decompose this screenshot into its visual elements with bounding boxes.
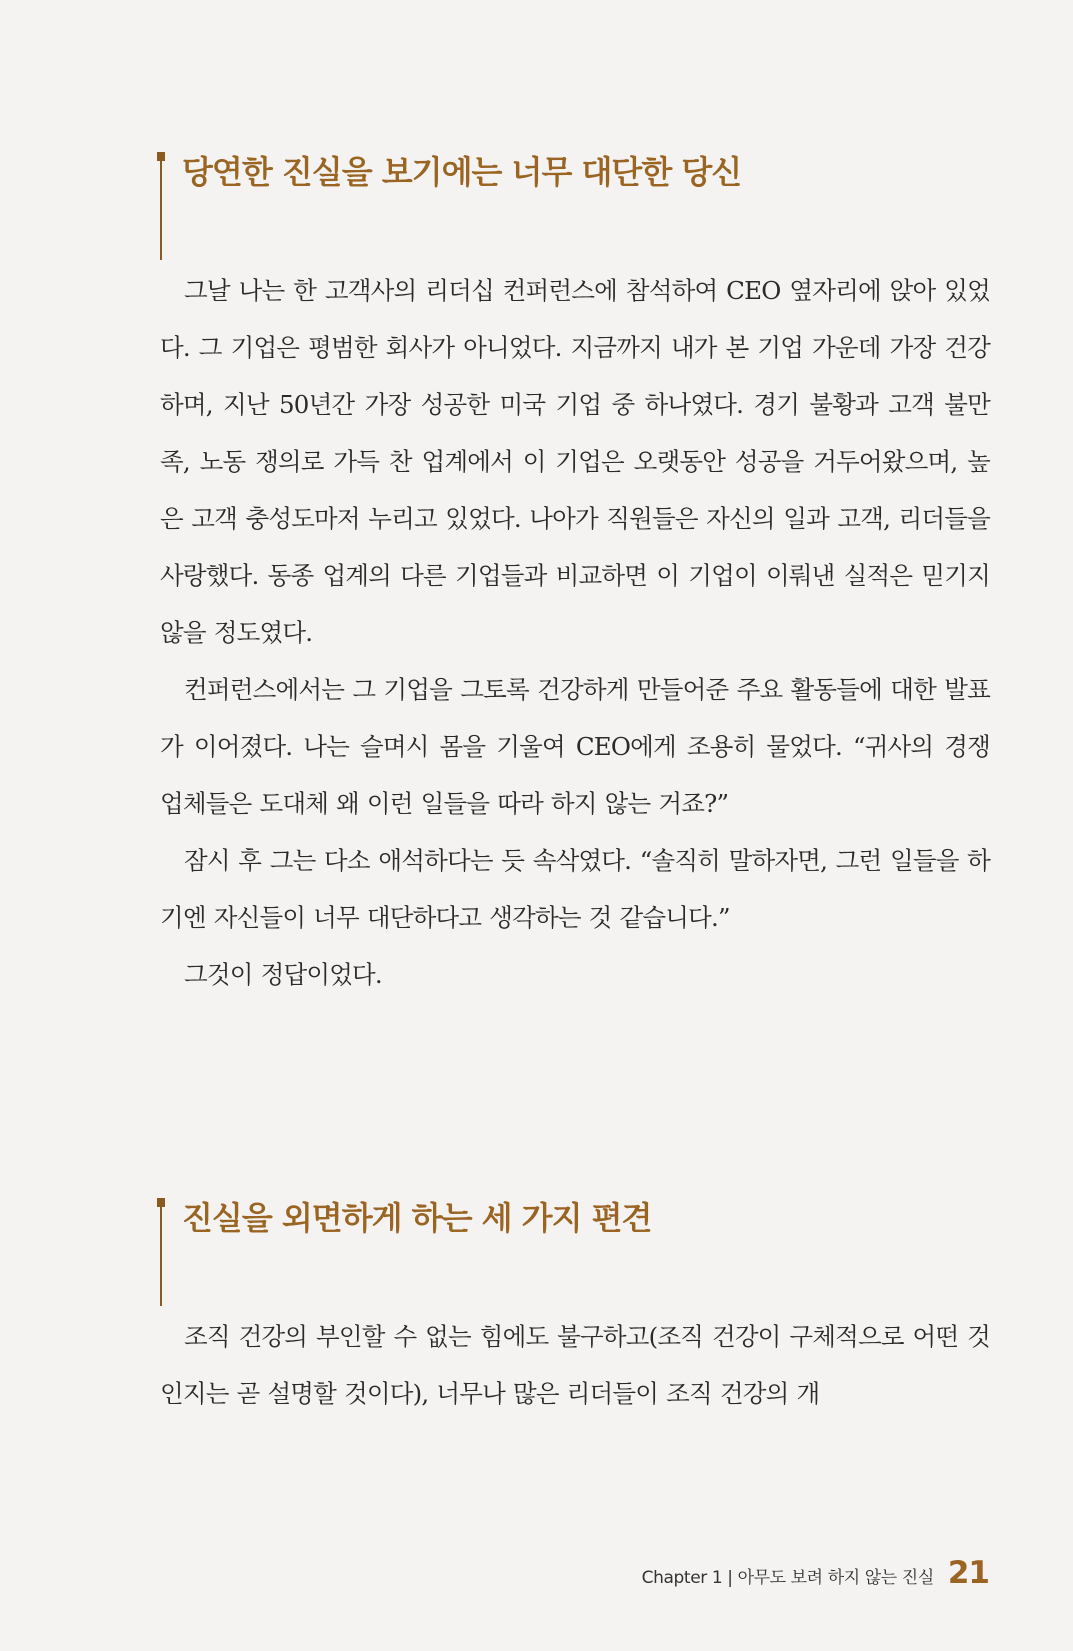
heading-marker-bar [160,1198,162,1306]
page-number: 21 [947,1555,989,1591]
section-2-heading: 진실을 외면하게 하는 세 가지 편견 [182,1199,652,1237]
section-1-heading-block [160,152,990,192]
section-1 [160,152,990,1003]
paragraph: 잠시 후 그는 다소 애석하다는 듯 속삭였다. “솔직히 말하자면, 그런 일들을 하기엔 자신들이 너무 대단하다고 생각하는 것 같습니다.” [160,846,990,932]
page-footer [642,1555,989,1591]
section-1-heading: 당연한 진실을 보기에는 너무 대단한 당신 [182,153,742,191]
heading-marker-bar [160,152,162,260]
section-2-body [160,1308,990,1422]
paragraph: 그것이 정답이었다. [184,960,382,989]
paragraph: 컨퍼런스에서는 그 기업을 그토록 건강하게 만들어준 주요 활동들에 대한 발표가 이어졌다. 나는 슬며시 몸을 기울여 CEO에게 조용히 물었다. “귀사의 경쟁 업체들은 도대체 왜 이런 일들을 따라 하지 않는 거죠?” [160,675,990,818]
paragraph: 그날 나는 한 고객사의 리더십 컨퍼런스에 참석하여 CEO 옆자리에 앉아 있었다. 그 기업은 평범한 회사가 아니었다. 지금까지 내가 본 기업 가운데 가장 건강하며, 지난 50년간 가장 성공한 미국 기업 중 하나였다. 경기 불황과 고객 불만족, 노동 쟁의로 가득 찬 업계에서 이 기업은 오랫동안 성공을 거두어왔으며, 높은 고객 충성도마저 누리고 있었다. 나아가 직원들은 자신의 일과 고객, 리더들을 사랑했다. 동종 업계의 다른 기업들과 비교하면 이 기업이 이뤄낸 실적은 믿기지 않을 정도였다. [160,276,990,647]
section-2-heading-block [160,1198,990,1238]
running-head: Chapter 1 | 아무도 보려 하지 않는 진실 [641,1568,934,1588]
section-1-body [160,262,990,1003]
section-2 [160,1198,990,1422]
paragraph: 조직 건강의 부인할 수 없는 힘에도 불구하고(조직 건강이 구체적으로 어떤 것인지는 곧 설명할 것이다), 너무나 많은 리더들이 조직 건강의 개 [160,1322,990,1408]
